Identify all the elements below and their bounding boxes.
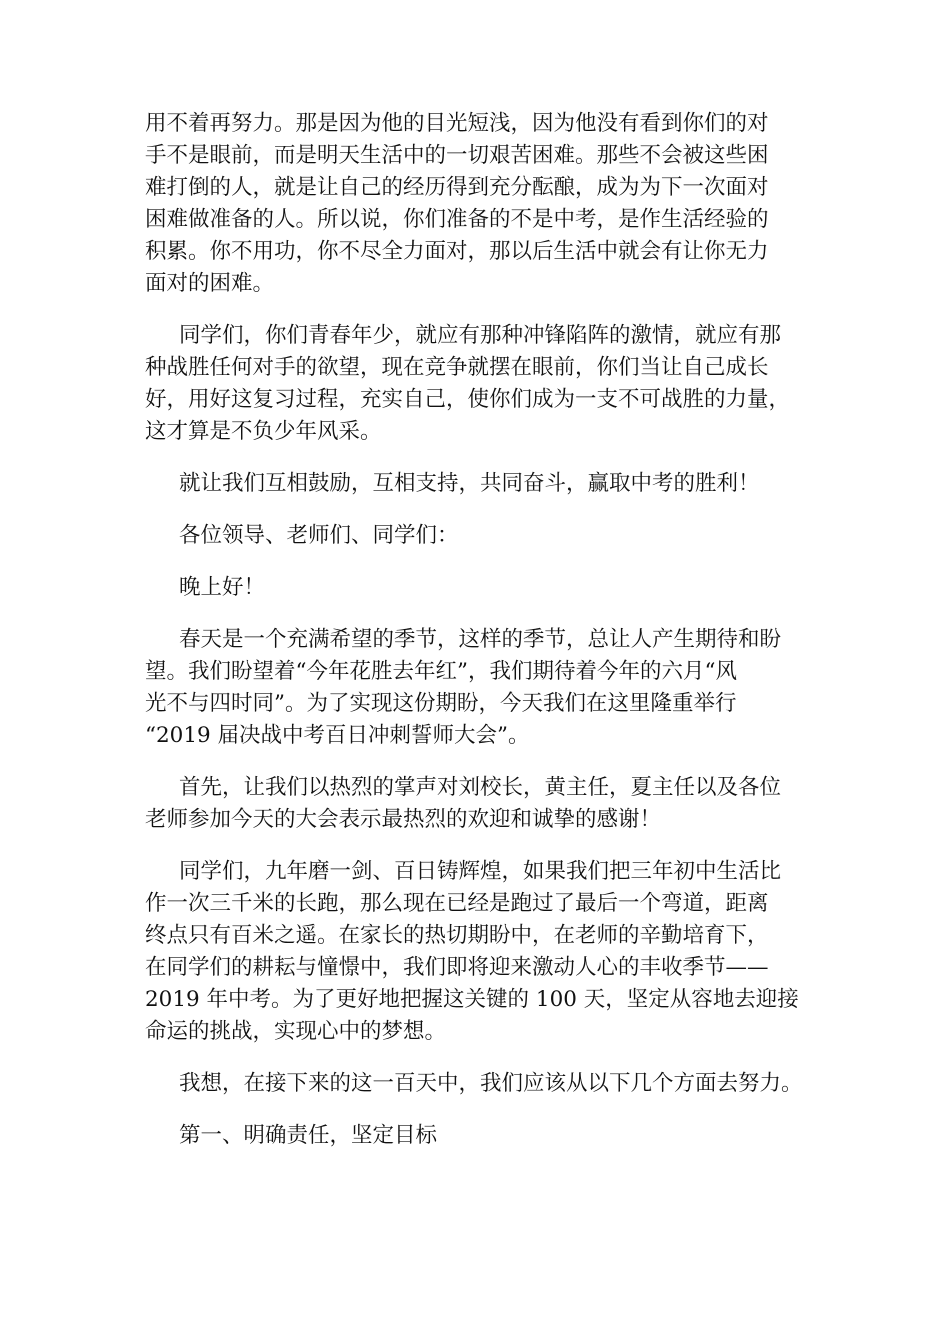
text-line: 在同学们的耕耘与憧憬中，我们即将迎来激动人心的丰收季节—— <box>145 955 769 980</box>
text-line: 就让我们互相鼓励，互相支持，共同奋斗，赢取中考的胜利！ <box>179 471 760 496</box>
text-line: 光不与四时同”。为了实现这份期盼，今天我们在这里隆重举行 <box>145 691 737 716</box>
text-line: 各位领导、老师们、同学们： <box>179 523 459 548</box>
text-line: 首先，让我们以热烈的掌声对刘校长，黄主任，夏主任以及各位 <box>179 775 782 800</box>
text-line: 终点只有百米之遥。在家长的热切期盼中，在老师的辛勤培育下， <box>145 923 769 948</box>
text-line: 同学们，九年磨一剑、百日铸辉煌，如果我们把三年初中生活比 <box>179 859 782 884</box>
text-line: 积累。你不用功，你不尽全力面对，那以后生活中就会有让你无力 <box>145 239 769 264</box>
paragraph <box>145 856 825 1048</box>
paragraph <box>145 572 825 604</box>
paragraph <box>145 108 825 300</box>
paragraph <box>145 520 825 552</box>
text-line: 困难做准备的人。所以说，你们准备的不是中考，是作生活经验的 <box>145 207 769 232</box>
text-line: 作一次三千米的长跑，那么现在已经是跑过了最后一个弯道，距离 <box>145 891 769 916</box>
text-line: 2019 年中考。为了更好地把握这关键的 100 天，坚定从容地去迎接 <box>145 987 799 1012</box>
text-line: 晚上好！ <box>179 575 266 600</box>
text-line: “2019 届决战中考百日冲刺誓师大会”。 <box>145 723 530 748</box>
paragraph <box>145 1068 825 1100</box>
text-line: 同学们，你们青春年少，就应有那种冲锋陷阵的激情，就应有那 <box>179 323 782 348</box>
text-line: 手不是眼前，而是明天生活中的一切艰苦困难。那些不会被这些困 <box>145 143 769 168</box>
text-line: 种战胜任何对手的欲望，现在竞争就摆在眼前，你们当让自己成长 <box>145 355 769 380</box>
paragraph <box>145 320 825 448</box>
text-line: 老师参加今天的大会表示最热烈的欢迎和诚挚的感谢！ <box>145 807 662 832</box>
text-line: 命运的挑战，实现心中的梦想。 <box>145 1019 447 1044</box>
paragraph <box>145 1120 825 1152</box>
text-line: 这才算是不负少年风采。 <box>145 419 382 444</box>
text-line: 望。我们盼望着“今年花胜去年红”，我们期待着今年的六月“风 <box>145 659 737 684</box>
text-line: 用不着再努力。那是因为他的目光短浅，因为他没有看到你们的对 <box>145 111 769 136</box>
text-line: 难打倒的人，就是让自己的经历得到充分酝酿，成为为下一次面对 <box>145 175 769 200</box>
text-line: 我想，在接下来的这一百天中，我们应该从以下几个方面去努力。 <box>179 1071 803 1096</box>
paragraph <box>145 772 825 836</box>
text-line: 春天是一个充满希望的季节，这样的季节，总让人产生期待和盼 <box>179 627 782 652</box>
paragraph <box>145 624 825 752</box>
text-line: 第一、明确责任，坚定目标 <box>179 1123 438 1148</box>
document-body <box>145 108 825 1172</box>
text-line: 面对的困难。 <box>145 271 275 296</box>
paragraph <box>145 468 825 500</box>
text-line: 好，用好这复习过程，充实自己，使你们成为一支不可战胜的力量， <box>145 387 791 412</box>
